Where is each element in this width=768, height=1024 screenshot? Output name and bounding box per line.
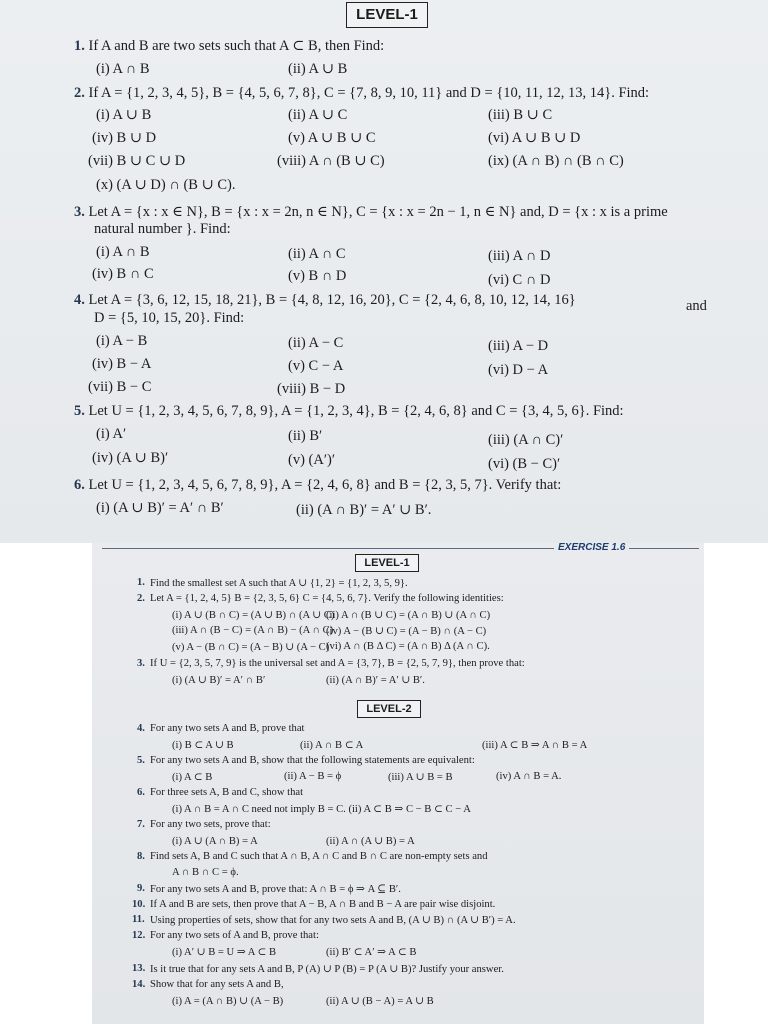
- part: (ii) (A ∩ B)′ = A′ ∪ B′.: [296, 502, 432, 518]
- part: (v) C − A: [288, 358, 344, 374]
- level-1-heading: LEVEL-1: [355, 554, 419, 572]
- sub-item: (v) A − (B ∩ C) = (A − B) ∪ (A − C): [172, 642, 330, 653]
- part: (iv) B ∩ C: [92, 266, 154, 282]
- question-5: [74, 403, 624, 420]
- question-number: 3.: [74, 204, 85, 220]
- part: (vi) C ∩ D: [488, 272, 551, 288]
- part: (vii) B ∪ C ∪ D: [88, 153, 186, 169]
- sub-item: (i) A ⊂ B: [172, 772, 213, 783]
- header-rule: [102, 548, 554, 549]
- level-1-heading: LEVEL-1: [346, 2, 428, 28]
- sub-item: (ii) A ∩ (B ∪ C) = (A ∩ B) ∪ (A ∩ C): [326, 610, 491, 621]
- item-text: If U = {2, 3, 5, 7, 9} is the universal set and A = {3, 7}, B = {2, 5, 7, 9}, then prove that:: [150, 658, 525, 669]
- item-number: 4.: [137, 723, 145, 734]
- item-text: For any two sets, prove that:: [150, 819, 271, 830]
- item-number: 2.: [137, 593, 145, 604]
- item-text: If A and B are sets, then prove that A − B, A ∩ B and B − A are pair wise disjoint.: [150, 899, 496, 910]
- part: (i) (A ∪ B)′ = A′ ∩ B′: [96, 500, 224, 516]
- part: (vi) D − A: [488, 362, 549, 378]
- sub-item: (i) A′ ∪ B = U ⇒ A ⊂ B: [172, 947, 277, 958]
- part: (iii) B ∪ C: [488, 107, 553, 123]
- sub-item: (ii) A ∪ (B − A) = A ∪ B: [326, 996, 434, 1007]
- item-number: 13.: [132, 963, 146, 974]
- sub-item: (iv) A ∩ B = A.: [496, 771, 562, 782]
- item-text: For any two sets A and B, prove that: A ∩ B = ϕ ⇒ A ⊆ B′.: [150, 884, 401, 895]
- part: (i) A′: [96, 426, 127, 442]
- exercise-title: EXERCISE 1.6: [558, 542, 626, 553]
- item-text: Find sets A, B and C such that A ∩ B, A ∩ C and B ∩ C are non-empty sets and: [150, 851, 488, 862]
- sub-item: (iii) A ∪ B = B: [388, 772, 453, 783]
- question-4-and: and: [686, 298, 707, 314]
- item-number: 10.: [132, 899, 146, 910]
- sub-item: (ii) (A ∩ B)′ = A′ ∪ B′.: [326, 675, 425, 686]
- question-3: [74, 204, 668, 221]
- question-number: 1.: [74, 38, 85, 54]
- question-text: Let A = {3, 6, 12, 15, 18, 21}, B = {4, 8, 12, 16, 20}, C = {2, 4, 6, 8, 10, 12, 14, 16}: [88, 292, 576, 308]
- part: (ii) A ∩ C: [288, 246, 346, 262]
- question-4: [74, 292, 576, 309]
- question-number: 2.: [74, 85, 85, 101]
- part: (viii) A ∩ (B ∪ C): [277, 153, 385, 169]
- sub-item: (iv) A − (B ∪ C) = (A − B) ∩ (A − C): [326, 626, 487, 637]
- item-number: 8.: [137, 851, 145, 862]
- part: (vii) B − C: [88, 379, 152, 395]
- part: (iv) B ∪ D: [92, 130, 157, 146]
- sub-item: (i) A ∩ B = A ∩ C need not imply B = C. (ii) A ⊂ B ⇒ C − B ⊂ C − A: [172, 804, 471, 815]
- part: (ii) A − C: [288, 335, 344, 351]
- part: (v) A ∪ B ∪ C: [288, 130, 376, 146]
- item-text: Using properties of sets, show that for any two sets A and B, (A ∪ B) ∩ (A ∪ B′) = A.: [150, 915, 516, 926]
- question-number: 6.: [74, 477, 85, 493]
- question-4-continued: D = {5, 10, 15, 20}. Find:: [94, 310, 245, 326]
- question-text: Let A = {x : x ∈ N}, B = {x : x = 2n, n ∈ N}, C = {x : x = 2n − 1, n ∈ N} and, D = {x : x is a prime: [88, 204, 668, 220]
- part: (v) (A′)′: [288, 452, 336, 468]
- sub-item: (i) (A ∪ B)′ = A′ ∩ B′: [172, 675, 266, 686]
- item-number: 5.: [137, 755, 145, 766]
- question-text: Let U = {1, 2, 3, 4, 5, 6, 7, 8, 9}, A = {1, 2, 3, 4}, B = {2, 4, 6, 8} and C = {3, 4, 5, 6}. Find:: [88, 403, 624, 419]
- sub-item: (ii) A ∩ (A ∪ B) = A: [326, 836, 415, 847]
- question-3-continued: natural number }. Find:: [94, 221, 231, 237]
- item-text: For any two sets A and B, prove that: [150, 723, 305, 734]
- item-number: 11.: [132, 914, 145, 925]
- part: (i) A − B: [96, 333, 148, 349]
- question-2: [74, 85, 649, 102]
- sub-item: (i) B ⊂ A ∪ B: [172, 740, 234, 751]
- question-1: [74, 38, 384, 55]
- question-text: If A = {1, 2, 3, 4, 5}, B = {4, 5, 6, 7, 8}, C = {7, 8, 9, 10, 11} and D = {10, 11, 12, 13, 14}. Find:: [88, 85, 650, 101]
- sub-item: (i) A = (A ∩ B) ∪ (A − B): [172, 996, 284, 1007]
- item-number: 3.: [137, 658, 145, 669]
- item-number: 6.: [137, 787, 145, 798]
- part: (i) A ∪ B: [96, 107, 152, 123]
- question-text: Let U = {1, 2, 3, 4, 5, 6, 7, 8, 9}, A = {2, 4, 6, 8} and B = {2, 3, 5, 7}. Verify that:: [88, 477, 562, 493]
- item-text: Find the smallest set A such that A ∪ {1, 2} = {1, 2, 3, 5, 9}.: [150, 578, 408, 589]
- item-text: Let A = {1, 2, 4, 5} B = {2, 3, 5, 6} C = {4, 5, 6, 7}. Verify the following identities:: [150, 593, 504, 604]
- item-text: For any two sets of A and B, prove that:: [150, 930, 319, 941]
- part: (ix) (A ∩ B) ∩ (B ∩ C): [488, 153, 624, 169]
- sub-item: A ∩ B ∩ C = ϕ.: [172, 867, 239, 878]
- item-number: 12.: [132, 930, 146, 941]
- part: (vi) A ∪ B ∪ D: [488, 130, 581, 146]
- sub-item: (ii) B′ ⊂ A′ ⇒ A ⊂ B: [326, 947, 417, 958]
- item-text: For any two sets A and B, show that the following statements are equivalent:: [150, 755, 475, 766]
- item-text: Show that for any sets A and B,: [150, 979, 284, 990]
- part: (v) B ∩ D: [288, 268, 347, 284]
- part: (iii) A − D: [488, 338, 549, 354]
- part: (i) A ∩ B: [96, 61, 150, 77]
- item-number: 14.: [132, 979, 146, 990]
- part: (viii) B − D: [277, 381, 346, 397]
- item-number: 9.: [137, 883, 145, 894]
- item-number: 7.: [137, 819, 145, 830]
- sub-item: (i) A ∪ (B ∩ C) = (A ∪ B) ∩ (A ∪ C): [172, 610, 335, 621]
- header-rule-right: [629, 548, 699, 549]
- part: (i) A ∩ B: [96, 244, 150, 260]
- item-number: 1.: [137, 577, 145, 588]
- part: (ii) B′: [288, 428, 323, 444]
- part: (ii) A ∪ C: [288, 107, 348, 123]
- part: (ii) A ∪ B: [288, 61, 348, 77]
- sub-item: (iii) A ⊂ B ⇒ A ∩ B = A: [482, 740, 588, 751]
- part: (vi) (B − C)′: [488, 456, 561, 472]
- question-text: If A and B are two sets such that A ⊂ B, then Find:: [88, 38, 385, 54]
- item-text: Is it true that for any sets A and B, P (A) ∪ P (B) = P (A ∪ B)? Justify your answer.: [150, 964, 504, 975]
- bottom-page: [92, 543, 704, 1024]
- sub-item: (ii) A − B = ϕ: [284, 771, 342, 782]
- part: (iv) (A ∪ B)′: [92, 450, 169, 466]
- part: (iii) (A ∩ C)′: [488, 432, 564, 448]
- question-6: [74, 477, 561, 494]
- part: (x) (A ∪ D) ∩ (B ∪ C).: [96, 177, 236, 193]
- part: (iv) B − A: [92, 356, 152, 372]
- sub-item: (i) A ∪ (A ∩ B) = A: [172, 836, 258, 847]
- level-2-heading: LEVEL-2: [357, 700, 421, 718]
- sub-item: (vi) A ∩ (B Δ C) = (A ∩ B) Δ (A ∩ C).: [326, 641, 490, 652]
- item-text: For three sets A, B and C, show that: [150, 787, 304, 798]
- sub-item: (iii) A ∩ (B − C) = (A ∩ B) − (A ∩ C): [172, 625, 334, 636]
- question-number: 5.: [74, 403, 85, 419]
- question-number: 4.: [74, 292, 85, 308]
- sub-item: (ii) A ∩ B ⊂ A: [300, 740, 364, 751]
- part: (iii) A ∩ D: [488, 248, 551, 264]
